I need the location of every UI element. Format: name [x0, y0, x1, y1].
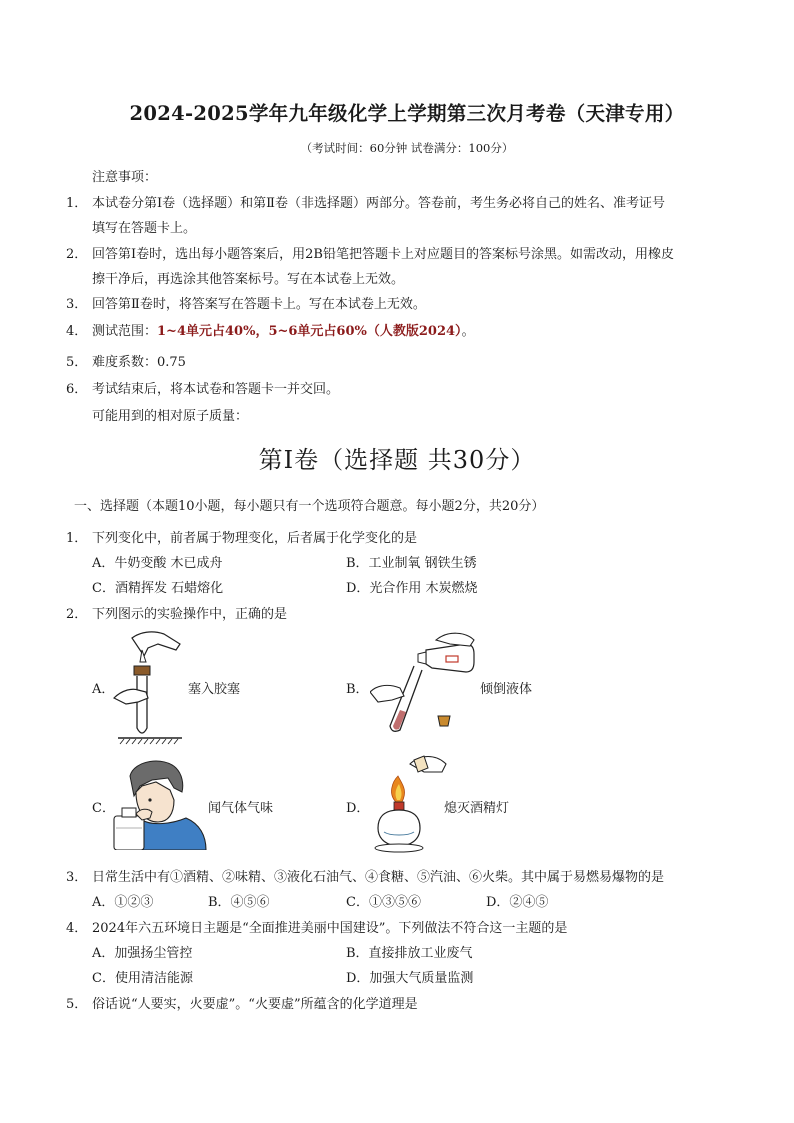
- question-number: 2．: [66, 607, 88, 622]
- option-c: C．酒精挥发 石蜡熔化: [92, 581, 224, 596]
- question-number: 5．: [66, 997, 88, 1012]
- option-a-caption: 塞入胶塞: [188, 682, 241, 697]
- option-d: D．光合作用 木炭燃烧: [346, 581, 478, 596]
- question-number: 4．: [66, 921, 88, 936]
- option-c-letter: C．: [92, 801, 115, 816]
- note-line: 难度系数：0.75: [92, 355, 186, 370]
- note-line: 考试结束后，将本试卷和答题卡一并交回。: [92, 382, 340, 397]
- note-number: 1．: [66, 196, 88, 211]
- option-b: B．工业制氧 钢铁生锈: [346, 556, 477, 571]
- question-stem: 下列图示的实验操作中，正确的是: [92, 607, 288, 622]
- option-c: C．①③⑤⑥: [346, 895, 421, 910]
- option-a: A．①②③: [92, 895, 154, 910]
- section-title: 第Ⅰ卷（选择题 共30分）: [258, 446, 536, 474]
- note-number: 3．: [66, 297, 88, 312]
- pour-liquid-image: [370, 630, 480, 742]
- option-d: D．加强大气质量监测: [346, 971, 474, 986]
- option-a: A．牛奶变酸 木已成舟: [92, 556, 223, 571]
- option-c: C．使用清洁能源: [92, 971, 193, 986]
- option-b-caption: 倾倒液体: [480, 682, 533, 697]
- note-number: 4．: [66, 324, 88, 339]
- note-number: 6．: [66, 382, 88, 397]
- option-d-letter: D．: [346, 801, 370, 816]
- note-line: 填写在答题卡上。: [92, 221, 197, 236]
- exam-title: 2024-2025学年九年级化学上学期第三次月考卷（天津专用）: [129, 102, 685, 125]
- question-stem: 日常生活中有①酒精、②味精、③液化石油气、④食糖、⑤汽油、⑥火柴。其中属于易燃易爆物的是: [92, 870, 665, 885]
- question-stem: 下列变化中，前者属于物理变化，后者属于化学变化的是: [92, 531, 418, 546]
- scope-suffix: 。: [461, 324, 475, 339]
- option-a: A．加强扬尘管控: [92, 946, 193, 961]
- note-line: 本试卷分第Ⅰ卷（选择题）和第Ⅱ卷（非选择题）两部分。答卷前，考生务必将自己的姓名、准考证号: [92, 196, 665, 211]
- scope-prefix: 测试范围：: [92, 324, 158, 339]
- question-number: 1．: [66, 531, 88, 546]
- atomic-mass-line: 可能用到的相对原子质量：: [92, 409, 249, 424]
- notes-heading: 注意事项：: [92, 170, 158, 185]
- note-line-scope: [92, 320, 475, 339]
- section-intro: 一、选择题（本题10小题，每小题只有一个选项符合题意。每小题2分，共20分）: [74, 499, 545, 514]
- option-b: B．直接排放工业废气: [346, 946, 473, 961]
- note-number: 2．: [66, 247, 88, 262]
- exam-subtitle: （考试时间：60分钟 试卷满分：100分）: [300, 141, 514, 155]
- alcohol-lamp-image: [368, 750, 448, 854]
- insert-stopper-image: [112, 628, 188, 746]
- option-d: D．②④⑤: [486, 895, 549, 910]
- option-d-caption: 熄灭酒精灯: [444, 801, 510, 816]
- question-number: 3．: [66, 870, 88, 885]
- option-c-caption: 闻气体气味: [208, 801, 274, 816]
- question-stem: 俗话说“人要实，火要虚”。“火要虚”所蕴含的化学道理是: [92, 997, 418, 1012]
- option-a-letter: A．: [92, 682, 115, 697]
- option-b: B．④⑤⑥: [208, 895, 270, 910]
- note-line: 擦干净后，再选涂其他答案标号。写在本试卷上无效。: [92, 272, 405, 287]
- option-b-letter: B．: [346, 682, 369, 697]
- note-line: 回答第Ⅰ卷时，选出每小题答案后，用2B铅笔把答题卡上对应题目的答案标号涂黑。如需改动，用橡皮: [92, 247, 674, 262]
- note-line: 回答第Ⅱ卷时，将答案写在答题卡上。写在本试卷上无效。: [92, 297, 426, 312]
- question-stem: 2024年六五环境日主题是“全面推进美丽中国建设”。下列做法不符合这一主题的是: [92, 921, 568, 936]
- scope-highlight: 1~4单元占40%，5~6单元占60%（人教版2024）: [157, 324, 462, 339]
- smell-gas-image: [112, 756, 208, 850]
- note-number: 5．: [66, 355, 88, 370]
